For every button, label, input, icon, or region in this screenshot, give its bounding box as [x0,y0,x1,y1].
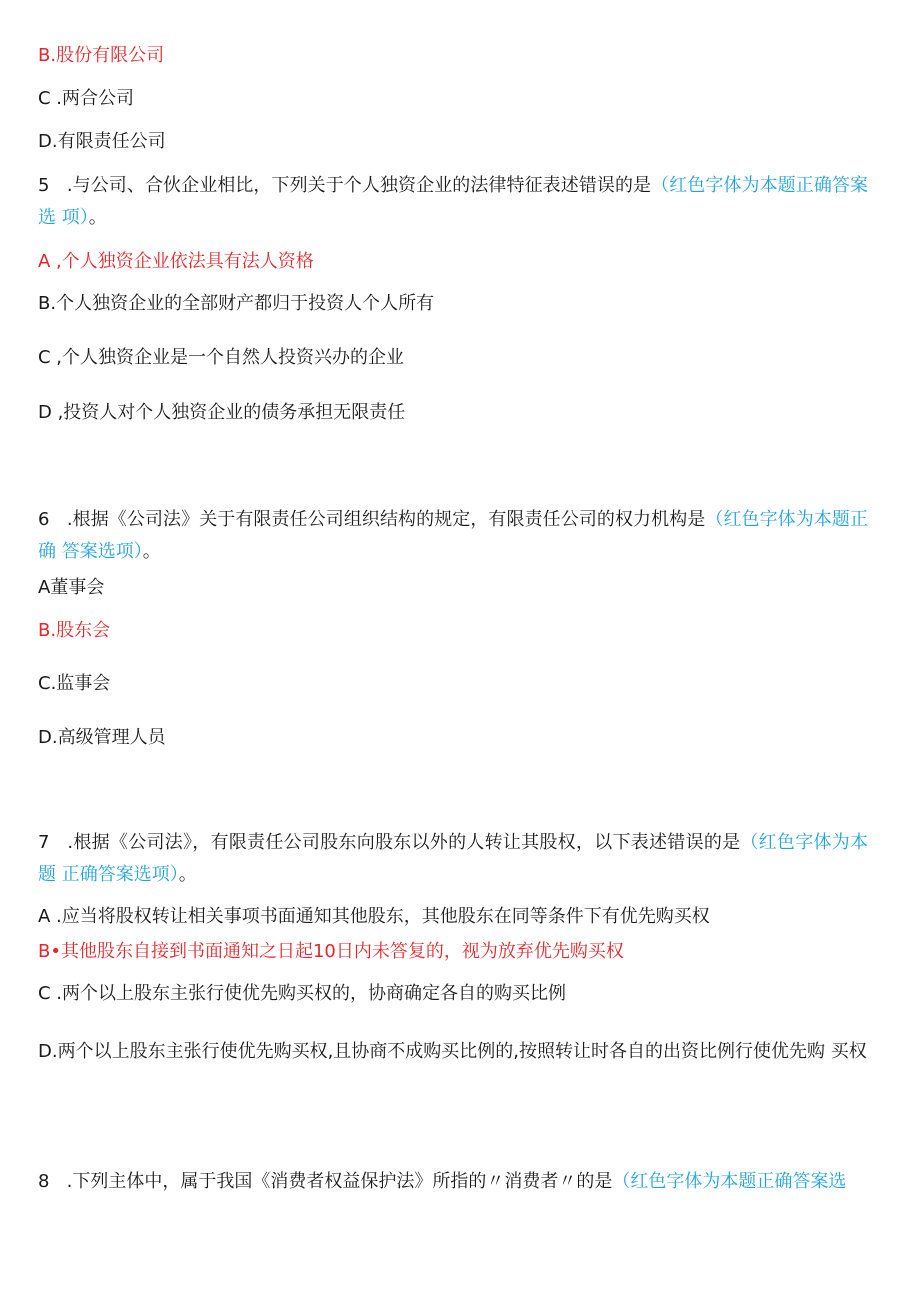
q7-option-a: A .应当将股权转让相关事项书面通知其他股东，其他股东在同等条件下有优先购买权 [38,906,710,927]
q8-stem [38,1170,868,1194]
q7-option-d: D.两个以上股东主张行使优先购买权,且协商不成购买比例的,按照转让时各自的出资比例行使优先购 买权 [38,1041,867,1062]
q8-answer-note: （红色字体为本题正确答案选 [612,1171,847,1192]
q5-stem-end: 。 [88,207,107,228]
q7-answer-note: （红色字体为本题 正确答案选项） [38,832,869,885]
q7-stem [38,827,868,891]
q5-option-a: A ,个人独资企业依法具有法人资格 [38,251,314,272]
q5-stem [38,170,868,234]
q6-stem [38,504,868,568]
q4-option-d: D.有限责任公司 [38,131,166,152]
q6-option-c: C.监事会 [38,673,111,694]
q6-option-d: D.高级管理人员 [38,727,166,748]
q4-option-c: C .两合公司 [38,88,135,109]
q7-option-b: B•其他股东自接到书面通知之日起10日内未答复的，视为放弃优先购买权 [38,941,624,962]
q7-stem-end: 。 [178,864,197,885]
q6-stem-text: 6 .根据《公司法》关于有限责任公司组织结构的规定，有限责任公司的权力机构是 [38,509,706,530]
q5-answer-note: （红色字体为本题正确答案选 项） [38,175,868,228]
q5-option-d: D ,投资人对个人独资企业的债务承担无限责任 [38,402,406,423]
q6-answer-note: （红色字体为本题正确 答案选项） [38,509,868,562]
q6-option-a: A董事会 [38,577,105,598]
q8-stem-text: 8 .下列主体中，属于我国《消费者权益保护法》所指的〃消费者〃的是 [38,1171,613,1192]
q4-option-b: B.股份有限公司 [38,45,165,66]
q6-stem-end: 。 [142,541,161,562]
q7-option-c: C .两个以上股东主张行使优先购买权的，协商确定各自的购买比例 [38,983,567,1004]
q7-stem-text: 7 .根据《公司法》，有限责任公司股东向股东以外的人转让其股权，以下表述错误的是 [38,832,741,853]
q5-option-c: C ,个人独资企业是一个自然人投资兴办的企业 [38,347,405,368]
q5-option-b: B.个人独资企业的全部财产都归于投资人个人所有 [38,293,435,314]
q6-option-b: B.股东会 [38,620,111,641]
q5-stem-text: 5 .与公司、合伙企业相比，下列关于个人独资企业的法律特征表述错误的是 [38,175,652,196]
